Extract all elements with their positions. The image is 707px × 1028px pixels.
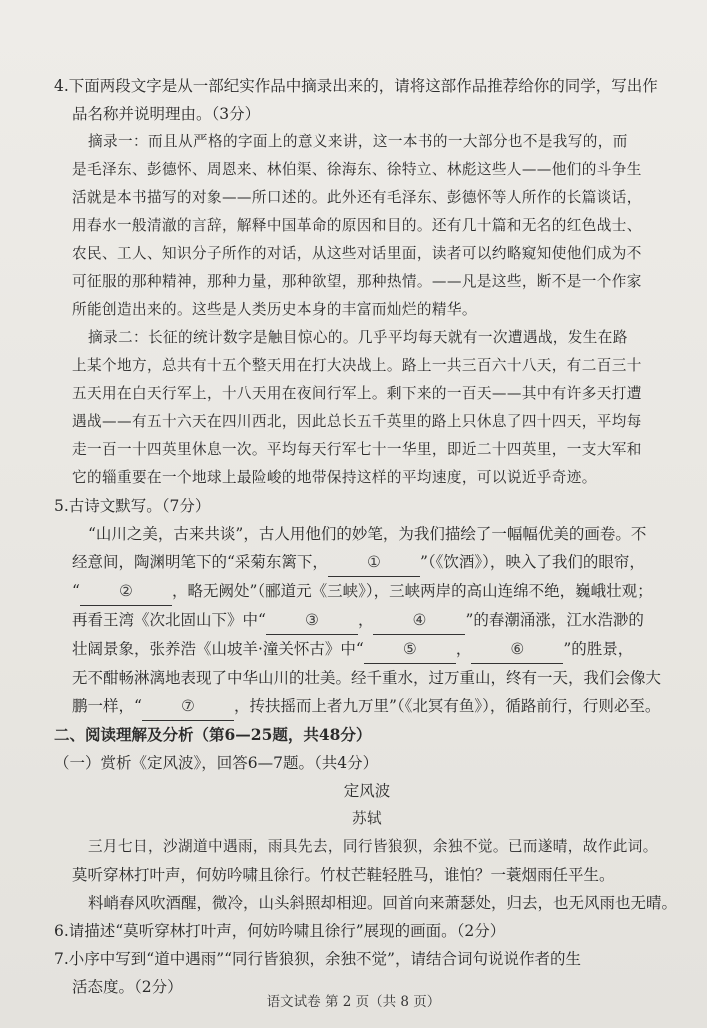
excerpt2-line: 遇战——有五十六天在四川西北，因此总长五千英里的路上只休息了四十四天，平均每 [72,413,642,430]
excerpt2-line: 五天用在白天行军上，十八天用在夜间行军上。剩下来的一百天——其中有许多天打遭 [72,385,642,402]
q5-heading: 5.古诗文默写。（7分） [54,497,211,515]
q5-text: 再看王湾《次北固山下》中“ [72,611,266,629]
q5-text: ”的春潮涌涨，江水浩渺的 [465,611,644,629]
fill-blank-4[interactable]: ④ [373,606,465,635]
q5-text: “ [72,582,80,600]
excerpt1-line: 可征服的那种精神，那种力量，那种欲望，那种热情。——凡是这些，断不是一个作家 [72,273,642,290]
q6-prompt: 6.请描述“莫听穿林打叶声，何妨吟啸且徐行”展现的画面。（2分） [54,922,506,940]
q5-text: ， [455,640,472,658]
page-footer: 语文试卷 第 2 页（共 8 页） [266,994,441,1010]
q7-prompt-line-2: 活态度。（2分） [72,978,183,996]
poem-line-1: 莫听穿林打叶声，何妨吟啸且徐行。竹杖芒鞋轻胜马，谁怕？一蓑烟雨任平生。 [72,866,615,884]
q5-text: 鹏一样，“ [72,697,142,715]
section2-subheading: （一）赏析《定风波》，回答6—7题。（共4分） [54,754,379,772]
q5-line-3 [54,577,680,606]
q5-text: 壮阔景象，张养浩《山坡羊·潼关怀古》中“ [72,640,364,658]
poem-author: 苏轼 [352,810,382,827]
excerpt1-line: 用春水一般清澈的言辞，解释中国革命的原因和目的。还有几十篇和无名的红色战士、 [72,217,642,234]
excerpt1-line: 农民、工人、知识分子所作的对话，从这些对话里面，读者可以约略窥知使他们成为不 [72,245,642,262]
excerpt1-line: 活就是本书描写的对象——所口述的。此外还有毛泽东、彭德怀等人所作的长篇谈话， [72,189,642,206]
excerpt2-line: 它的辎重要在一个地球上最险峻的地带保持这样的平均速度，可以说近乎奇迹。 [72,469,597,486]
fill-blank-1[interactable]: ① [328,548,420,577]
fill-blank-5[interactable]: ⑤ [364,635,456,664]
page-content [54,72,680,1001]
q5-text: ”的胜景， [563,640,634,658]
fill-blank-2[interactable]: ② [80,577,172,606]
poem-preface: 三月七日，沙湖道中遇雨，雨具先去，同行皆狼狈，余独不觉。已而遂晴，故作此词。 [88,838,658,855]
excerpt1-line: 是毛泽东、彭德怀、周恩来、林伯渠、徐海东、徐特立、林彪这些人——他们的斗争生 [72,161,642,178]
fill-blank-6[interactable]: ⑥ [471,635,563,664]
poem-title: 定风波 [343,782,391,800]
excerpt2-line: 走一百一十四英里休息一次。平均每天行军七十一华里，即近二十四英里，一支大军和 [72,441,642,458]
q5-text: ”（《饮酒》），映入了我们的眼帘， [419,553,645,571]
q5-line-1: “山川之美，古来共谈”，古人用他们的妙笔，为我们描绘了一幅幅优美的画卷。不 [88,525,647,543]
excerpt2-line: 上某个地方，总共有十五个整天用在打大决战上。路上一共三百六十八天，有二百三十 [72,357,642,374]
q5-text: ，略无阙处”（郦道元《三峡》），三峡两岸的高山连绵不绝，巍峨壮观； [171,582,653,600]
q5-line-4 [54,606,680,635]
excerpt2-line: 摘录二：长征的统计数字是触目惊心的。几乎平均每天就有一次遭遇战，发生在路 [88,329,628,346]
fill-blank-3[interactable]: ③ [266,606,358,635]
fill-blank-7[interactable]: ⑦ [142,692,234,721]
q5-line-7 [54,692,680,721]
q5-text: ， [357,611,374,629]
q5-line-5 [54,635,680,664]
section2-heading: 二、阅读理解及分析（第6—25题，共48分） [54,725,372,744]
q4-prompt-line-1: 4.下面两段文字是从一部纪实作品中摘录出来的，请将这部作品推荐给你的同学，写出作 [54,77,658,95]
q4-prompt-line-2: 品名称并说明理由。（3分） [72,105,261,123]
q7-prompt-line-1: 7.小序中写到“道中遇雨”“同行皆狼狈，余独不觉”，请结合词句说说作者的生 [54,950,581,968]
poem-line-2: 料峭春风吹酒醒，微冷，山头斜照却相迎。回首向来萧瑟处，归去，也无风雨也无晴。 [88,894,678,912]
q5-text: 经意间，陶渊明笔下的“采菊东篱下， [72,553,328,571]
excerpt1-line: 摘录一：而且从严格的字面上的意义来讲，这一本书的一大部分也不是我写的，而 [88,133,628,150]
excerpt1-line: 所能创造出来的。这些是人类历史本身的丰富而灿烂的精华。 [72,301,477,318]
q5-text: ，抟扶摇而上者九万里”（《北冥有鱼》），循路前行，行则必至。 [233,697,661,715]
q5-line-2 [54,548,680,577]
q5-line-6: 无不酣畅淋漓地表现了中华山川的壮美。经千重水，过万重山，终有一天，我们会像大 [72,669,662,687]
